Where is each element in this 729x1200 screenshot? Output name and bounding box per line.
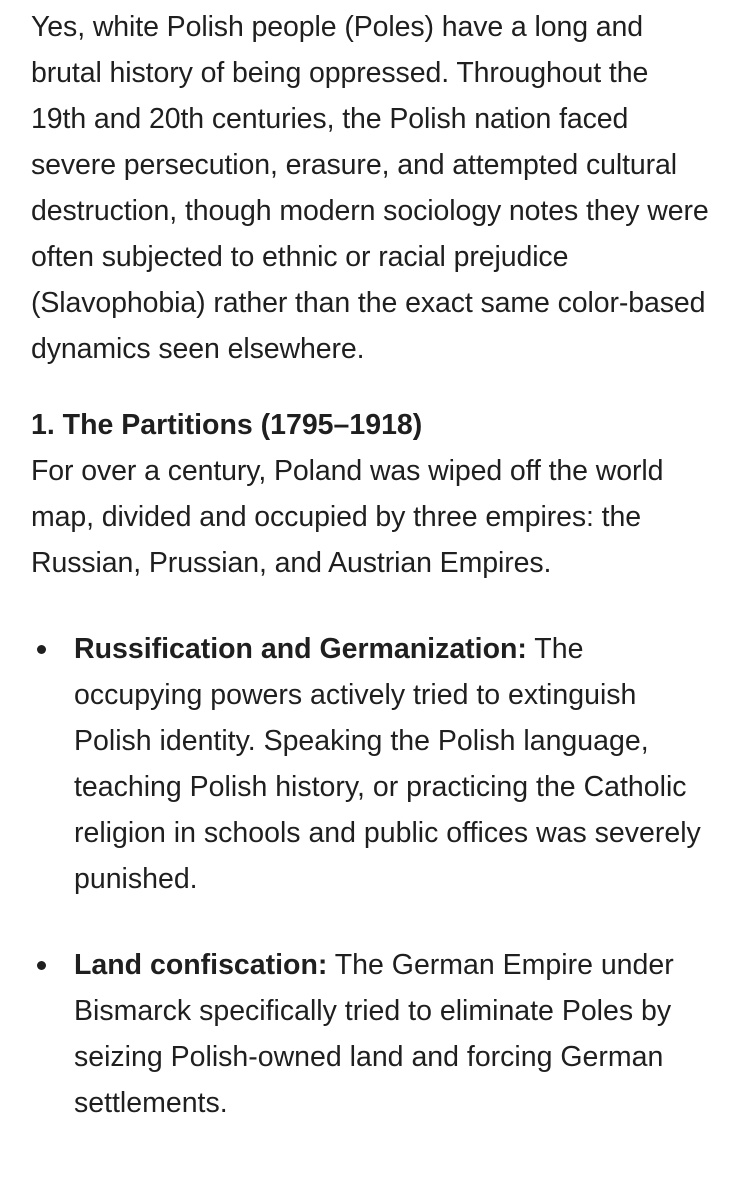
bullet-text: The occupying powers actively tried to extinguish Polish identity. Speaking the Polish language, teaching Polish history, or practicing the Catholic religion in schools and public offices was severely punished. [74,633,701,895]
bullet-text: The German Empire under Bismarck specifically tried to eliminate Poles by seizing Polish-owned land and forcing German settlements. [74,949,674,1119]
intro-paragraph: Yes, white Polish people (Poles) have a long and brutal history of being oppressed. Throughout the 19th and 20th centuries, the Polish nation faced severe persecution, erasure, and attempted cultural destruction, though modern sociology notes they were often subjected to ethnic or racial prejudice (Slavophobia) rather than the exact same color-based dynamics seen elsewhere. [31,11,709,365]
bullet-term: Russification and Germanization: [74,633,527,665]
section-paragraph: For over a century, Poland was wiped off the world map, divided and occupied by three empires: the Russian, Prussian, and Austrian Empires. [31,455,664,579]
bullet-term: Land confiscation: [74,949,328,981]
bullet-dot-icon [37,645,46,654]
bullet-item-russification [31,626,711,902]
bullet-item-land-confiscation [31,942,711,1126]
bullet-list [31,626,711,1126]
section-heading: 1. The Partitions (1795–1918) [31,409,423,441]
bullet-dot-icon [37,961,46,970]
